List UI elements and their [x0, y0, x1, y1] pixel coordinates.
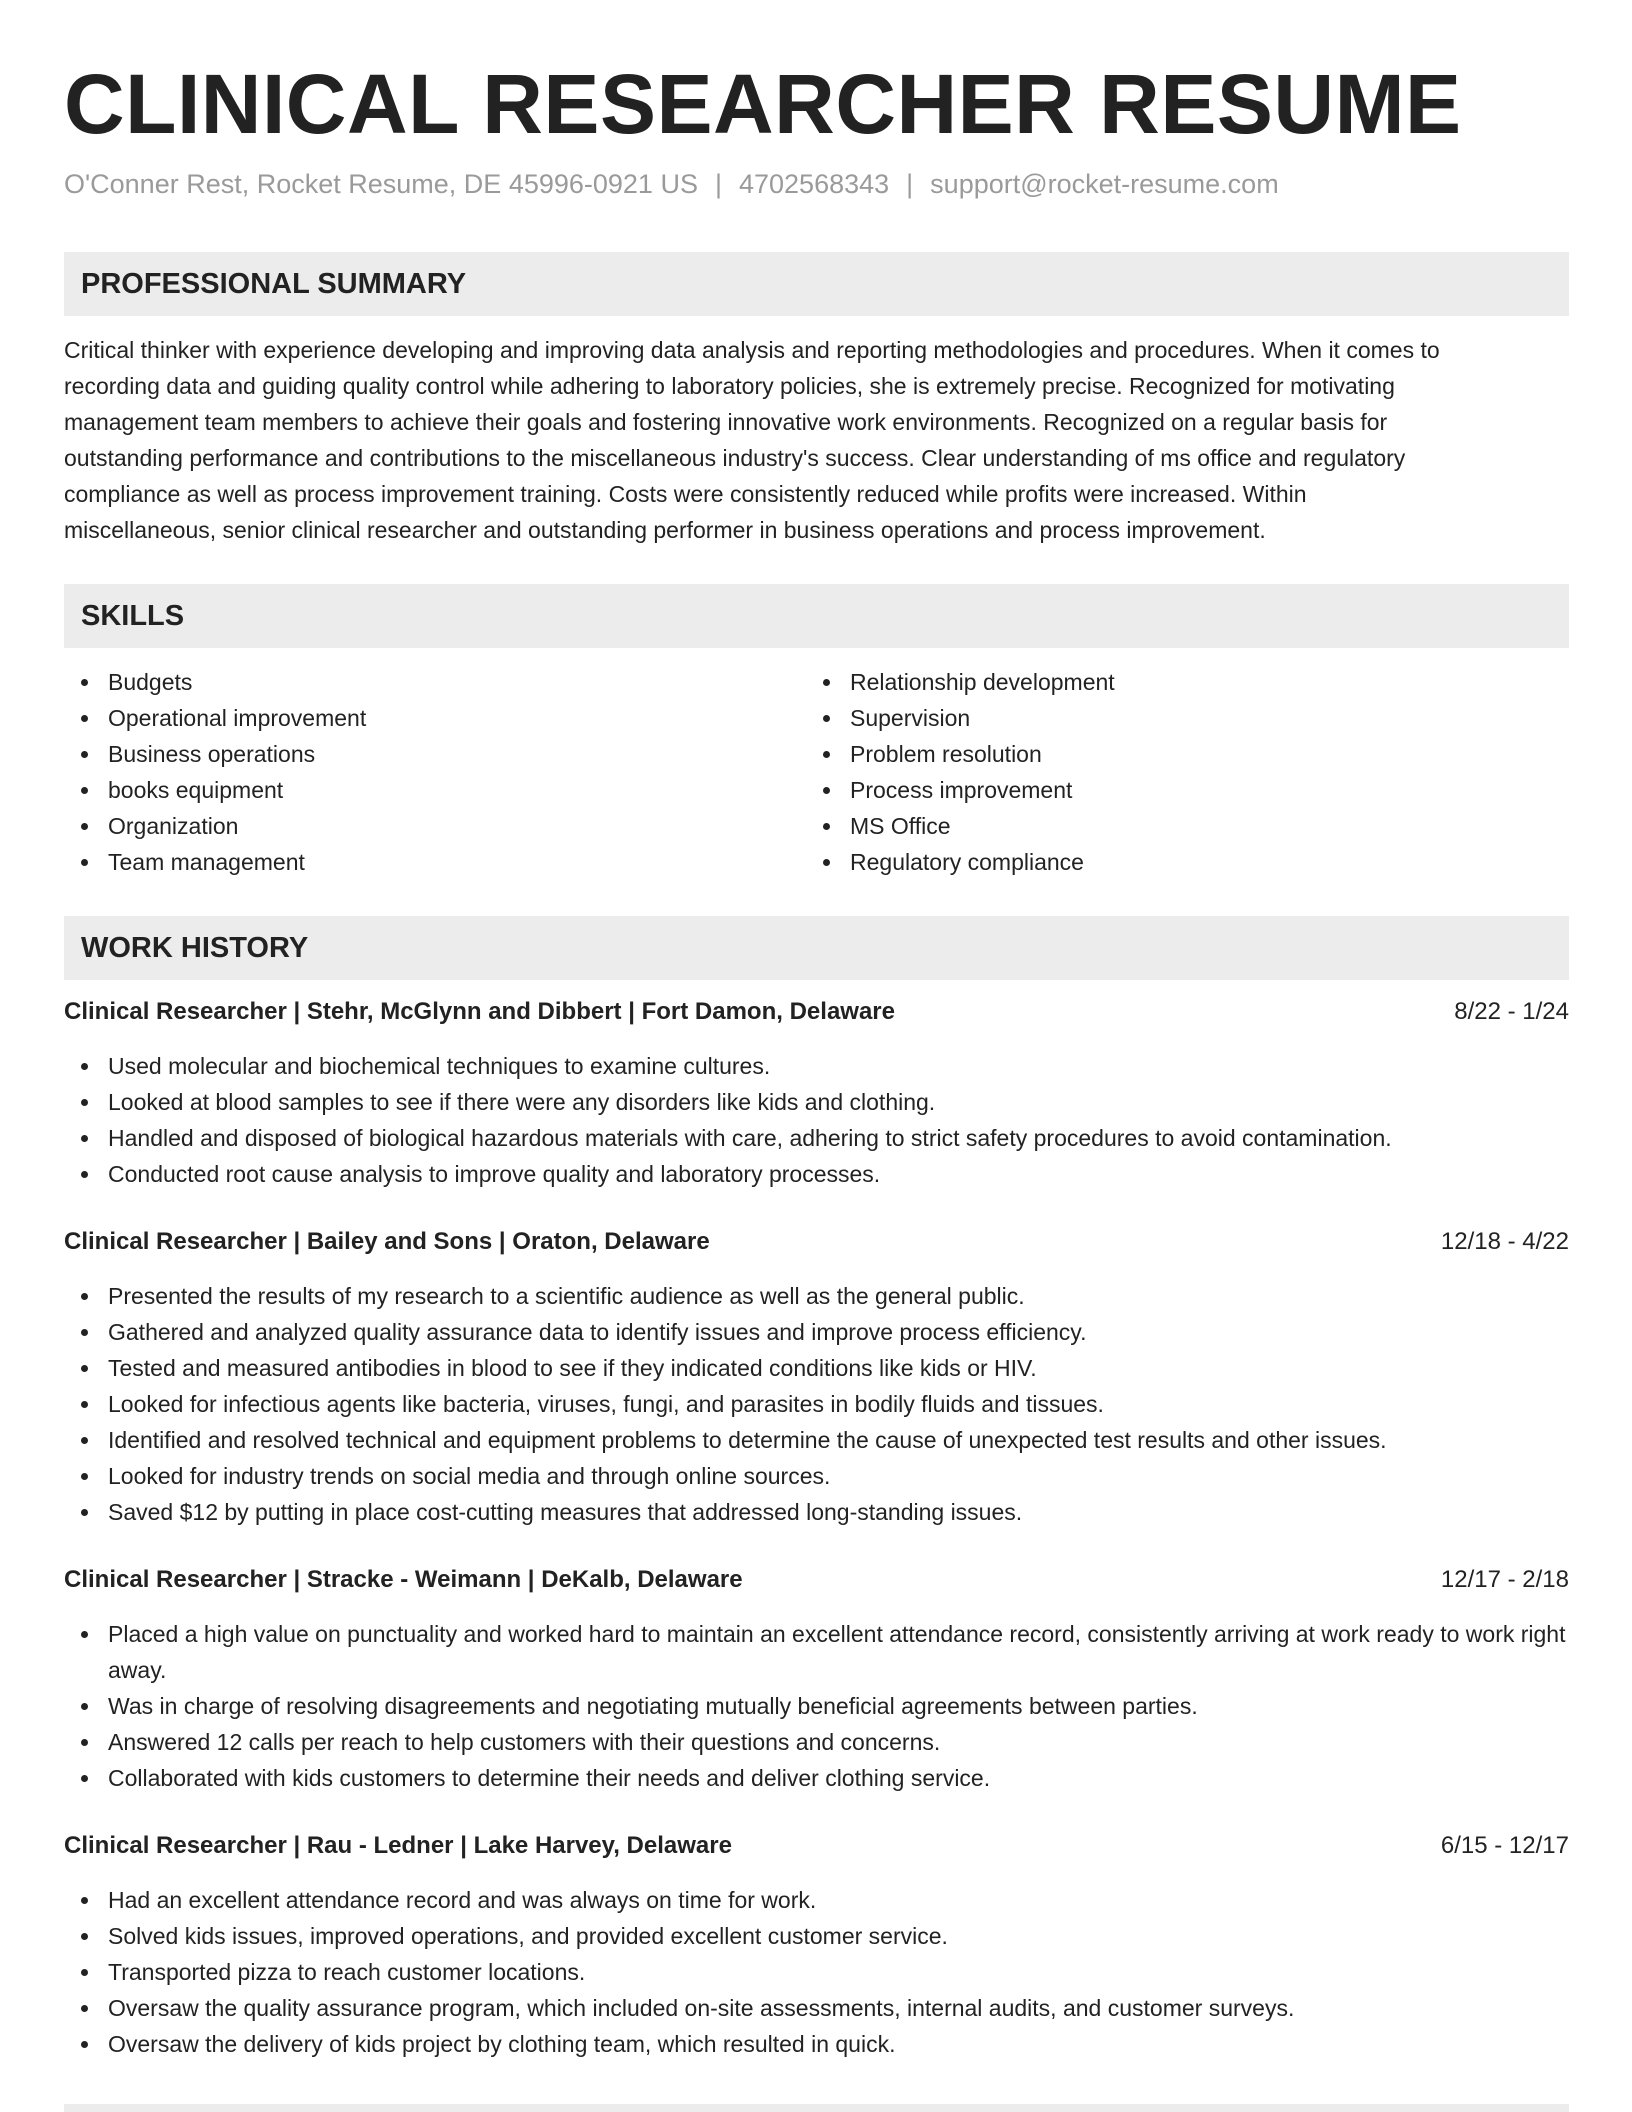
skills-list: [64, 664, 1569, 880]
summary-line: miscellaneous, senior clinical researcher and outstanding performer in business operations and process improvement.: [64, 517, 1266, 543]
job-dates: 12/18 - 4/22: [1440, 1228, 1569, 1255]
summary-line: outstanding performance and contributions to the miscellaneous industry's success. Clear understanding of ms office and regulatory: [64, 445, 1406, 471]
job-header: [64, 1828, 1569, 1864]
work-history-heading: WORK HISTORY: [64, 916, 1569, 980]
job-bullets: [64, 1048, 1569, 1192]
job-bullet: Oversaw the quality assurance program, which included on-site assessments, internal audits, and customer surveys.: [64, 1990, 1569, 2026]
skills-heading: SKILLS: [64, 584, 1569, 648]
job-title: Clinical Researcher | Stracke - Weimann | DeKalb, Delaware: [64, 1566, 743, 1593]
skill-item: Problem resolution: [806, 736, 1548, 772]
contact-separator: |: [714, 169, 722, 199]
job-header: [64, 1224, 1569, 1260]
job-header: [64, 1562, 1569, 1598]
job-bullet: Was in charge of resolving disagreements and negotiating mutually beneficial agreements between parties.: [64, 1688, 1569, 1724]
job-title: Clinical Researcher | Rau - Ledner | Lake Harvey, Delaware: [64, 1832, 732, 1859]
summary-line: management team members to achieve their goals and fostering innovative work environments. Recognized on a regular basis for: [64, 409, 1388, 435]
job-entry: [64, 994, 1569, 1192]
job-bullet: Used molecular and biochemical techniques to examine cultures.: [64, 1048, 1569, 1084]
skill-item: Budgets: [64, 664, 806, 700]
skill-item: Business operations: [64, 736, 806, 772]
summary-line: compliance as well as process improvement training. Costs were consistently reduced while profits were increased. Within: [64, 481, 1307, 507]
job-bullets: [64, 1882, 1569, 2062]
skill-item: Supervision: [806, 700, 1548, 736]
job-bullet: Tested and measured antibodies in blood to see if they indicated conditions like kids or HIV.: [64, 1350, 1569, 1386]
skill-item: MS Office: [806, 808, 1548, 844]
job-bullet: Solved kids issues, improved operations, and provided excellent customer service.: [64, 1918, 1569, 1954]
job-entry: [64, 1224, 1569, 1530]
job-bullet: Collaborated with kids customers to determine their needs and deliver clothing service.: [64, 1760, 1569, 1796]
job-title: Clinical Researcher | Bailey and Sons | Oraton, Delaware: [64, 1228, 710, 1255]
job-dates: 6/15 - 12/17: [1440, 1832, 1569, 1859]
job-bullet: Identified and resolved technical and equipment problems to determine the cause of unexpected test results and other issues.: [64, 1422, 1569, 1458]
job-bullet: Answered 12 calls per reach to help customers with their questions and concerns.: [64, 1724, 1569, 1760]
job-bullet: Saved $12 by putting in place cost-cutting measures that addressed long-standing issues.: [64, 1494, 1569, 1530]
job-bullets: [64, 1278, 1569, 1530]
job-bullets: [64, 1616, 1569, 1796]
skill-item: Organization: [64, 808, 806, 844]
summary-line: Critical thinker with experience developing and improving data analysis and reporting methodologies and procedures. When it comes to: [64, 337, 1440, 363]
job-entry: [64, 1828, 1569, 2062]
skill-item: Regulatory compliance: [806, 844, 1548, 880]
resume-title: CLINICAL RESEARCHER RESUME: [64, 57, 1462, 151]
job-bullet: Transported pizza to reach customer locations.: [64, 1954, 1569, 1990]
job-dates: 12/17 - 2/18: [1440, 1566, 1569, 1593]
job-bullet: Looked for industry trends on social media and through online sources.: [64, 1458, 1569, 1494]
contact-line: [64, 166, 1569, 202]
skills-column-left: [64, 664, 806, 880]
contact-separator: |: [906, 169, 914, 199]
job-title: Clinical Researcher | Stehr, McGlynn and Dibbert | Fort Damon, Delaware: [64, 998, 895, 1025]
summary-line: recording data and guiding quality control while adhering to laboratory policies, she is extremely precise. Recognized for motivating: [64, 373, 1395, 399]
job-bullet: Looked at blood samples to see if there were any disorders like kids and clothing.: [64, 1084, 1569, 1120]
skill-item: Relationship development: [806, 664, 1548, 700]
job-bullet: Oversaw the delivery of kids project by clothing team, which resulted in quick.: [64, 2026, 1569, 2062]
resume-page: [64, 0, 1569, 2062]
skill-item: Operational improvement: [64, 700, 806, 736]
job-bullet: Placed a high value on punctuality and worked hard to maintain an excellent attendance record, consistently arriving at work ready to work right away.: [64, 1616, 1569, 1688]
job-bullet: Looked for infectious agents like bacteria, viruses, fungi, and parasites in bodily fluids and tissues.: [64, 1386, 1569, 1422]
summary-text: [64, 332, 1569, 548]
job-bullet: Handled and disposed of biological hazardous materials with care, adhering to strict safety procedures to avoid contamination.: [64, 1120, 1569, 1156]
job-bullet: Had an excellent attendance record and was always on time for work.: [64, 1882, 1569, 1918]
contact-address: O'Conner Rest, Rocket Resume, DE 45996-0921 US: [64, 169, 698, 199]
contact-email: support@rocket-resume.com: [930, 169, 1279, 199]
job-entry: [64, 1562, 1569, 1796]
skill-item: Process improvement: [806, 772, 1548, 808]
job-dates: 8/22 - 1/24: [1454, 998, 1569, 1025]
skill-item: Team management: [64, 844, 806, 880]
contact-phone: 4702568343: [738, 169, 890, 199]
job-header: [64, 994, 1569, 1030]
job-bullet: Conducted root cause analysis to improve quality and laboratory processes.: [64, 1156, 1569, 1192]
skills-column-right: [806, 664, 1548, 880]
job-bullet: Gathered and analyzed quality assurance data to identify issues and improve process efficiency.: [64, 1314, 1569, 1350]
job-bullet: Presented the results of my research to a scientific audience as well as the general public.: [64, 1278, 1569, 1314]
summary-heading: PROFESSIONAL SUMMARY: [64, 252, 1569, 316]
next-section-heading-bar: [64, 2104, 1569, 2112]
skill-item: books equipment: [64, 772, 806, 808]
